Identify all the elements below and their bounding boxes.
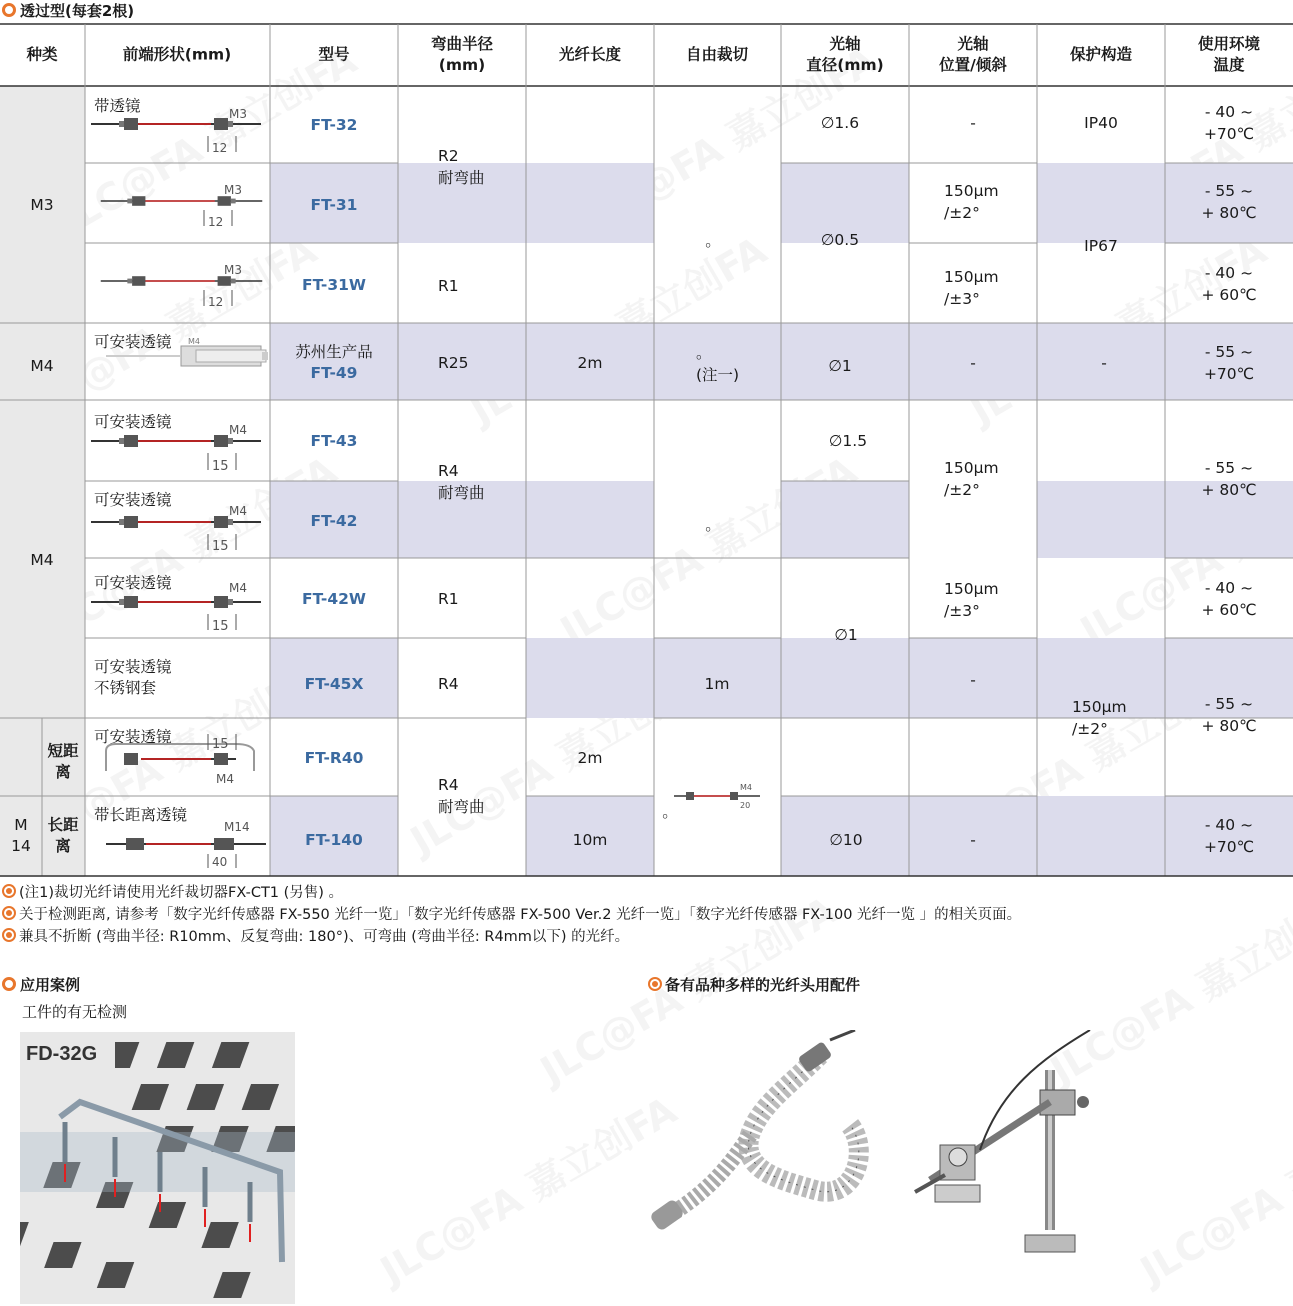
header-axis-diameter: 光轴 直径(mm)	[806, 35, 884, 74]
free-cut: 。	[662, 803, 678, 821]
header-axis-position: 光轴 位置/倾斜	[939, 35, 1007, 74]
shape-label: 带透镜	[94, 97, 141, 115]
type-short-range: 短距 离	[47, 742, 79, 781]
axis-position: 150μm /±2°	[944, 459, 999, 499]
note-item: (注1)裁切光纤请使用光纤裁切器FX-CT1 (另售) 。	[2, 882, 1021, 904]
fiber-diagram-ft43	[91, 423, 261, 474]
bend-radius: R1	[438, 590, 459, 608]
fiber-diagram-ft31w	[101, 263, 263, 309]
dim-label: 15	[212, 619, 229, 634]
bend-radius: R2 耐弯曲	[438, 147, 485, 187]
temperature: - 55 ~ + 80℃	[1201, 182, 1257, 222]
shape-label: 带长距离透镜	[94, 806, 188, 824]
axis-diameter: ∅1	[834, 626, 858, 644]
header-bend-radius: 弯曲半径 (mm)	[430, 35, 494, 74]
thread-label: M3	[224, 263, 242, 277]
watermark	[1129, 1080, 1293, 1294]
header-fiber-length: 光纤长度	[558, 45, 622, 64]
axis-position: 150μm /±3°	[944, 580, 999, 620]
dim-label: 12	[208, 295, 224, 309]
fiber-diagram-ft42w	[91, 581, 261, 634]
model-ft45x[interactable]: FT-45X	[304, 675, 364, 693]
shape-label: 可安装透镜	[94, 574, 172, 592]
thread-label: M4	[229, 504, 247, 518]
dim-label: 15	[212, 459, 229, 474]
thread-label: M4	[188, 337, 200, 346]
notes	[2, 882, 1021, 948]
application-illustration	[20, 1032, 295, 1304]
fiber-diagrams	[86, 86, 270, 876]
bullet-icon	[2, 906, 16, 920]
temperature: - 40 ~ +70℃	[1203, 816, 1255, 856]
axis-diameter: ∅10	[829, 831, 863, 849]
bend-radius: R4 耐弯曲	[438, 776, 485, 816]
circle-icon	[2, 977, 16, 991]
model-ft31[interactable]: FT-31	[310, 196, 358, 214]
application-photo	[20, 1032, 295, 1304]
type-m3: M3	[30, 196, 54, 214]
axis-position: 150μm /±3°	[944, 268, 999, 308]
cut-fiber-diagram	[660, 782, 770, 812]
axis-position: 150μm /±2°	[944, 182, 999, 222]
free-cut: 。 (注一)	[696, 344, 740, 384]
free-cut: 。	[705, 516, 721, 534]
thread-label: M4	[229, 423, 247, 437]
thread-label: M3	[224, 183, 242, 197]
watermark	[369, 1080, 685, 1294]
application-photo-label: FD-32G	[26, 1043, 98, 1065]
bullet-icon	[648, 977, 662, 991]
shape-label: 可安装透镜	[94, 728, 172, 746]
dim-label: 15	[212, 737, 229, 752]
fiber-diagram-ft42	[91, 504, 261, 554]
dim-label: 40	[212, 855, 228, 869]
protection: -	[1101, 354, 1107, 372]
fiber-diagram-ftr40	[106, 734, 254, 786]
bullet-icon	[2, 928, 16, 942]
axis-diameter: ∅1	[828, 357, 852, 375]
type-m4: M4	[30, 357, 54, 375]
dim-label: 12	[208, 215, 224, 229]
temperature: - 40 ~ + 60℃	[1201, 579, 1257, 619]
model-ft32[interactable]: FT-32	[310, 116, 358, 134]
free-cut: 。	[705, 232, 721, 250]
header-shape: 前端形状(mm)	[122, 45, 232, 64]
fiber-length: 1m	[704, 675, 730, 693]
type-m4: M4	[30, 551, 54, 569]
axis-position: -	[970, 671, 976, 689]
header-protection: 保护构造	[1069, 45, 1133, 64]
fiber-length: 2m	[577, 354, 603, 372]
shape-label: 可安装透镜 不锈钢套	[94, 658, 172, 697]
shape-label: 可安装透镜	[94, 491, 172, 509]
shape-label: 可安装透镜	[94, 413, 172, 431]
temperature: - 55 ~ + 80℃	[1201, 459, 1257, 499]
accessory-stand-illustration	[900, 1030, 1100, 1270]
protection: 150μm /±2°	[1072, 698, 1127, 738]
fiber-diagram-ft31	[101, 183, 263, 229]
accessory-flexible-arm-illustration	[640, 1030, 890, 1240]
accessory-title: 备有品种多样的光纤头用配件	[648, 974, 860, 995]
model-ft43[interactable]: FT-43	[310, 432, 358, 450]
header-free-cut: 自由裁切	[685, 45, 749, 64]
fiber-diagram-ft32	[91, 107, 261, 155]
temperature: - 55 ~ + 80℃	[1201, 695, 1257, 735]
model-ft42[interactable]: FT-42	[310, 512, 358, 530]
thread-label: M4	[216, 772, 234, 786]
type-long-range: 长距 离	[47, 816, 79, 855]
protection: IP40	[1084, 114, 1118, 132]
model-ftr40[interactable]: FT-R40	[304, 749, 364, 767]
header-type: 种类	[26, 45, 58, 64]
temperature: - 40 ~ + 60℃	[1201, 264, 1257, 304]
model-ft49[interactable]: 苏州生产品 FT-49	[295, 343, 373, 382]
bend-radius: R4	[438, 675, 459, 693]
application-subtitle: 工件的有无检测	[22, 1003, 128, 1021]
type-m14: M 14	[11, 816, 31, 855]
temperature: - 55 ~ +70℃	[1203, 343, 1255, 383]
axis-position: -	[970, 114, 976, 132]
bend-radius: R4 耐弯曲	[438, 462, 485, 502]
fiber-length: 2m	[577, 749, 603, 767]
dim-label: 15	[212, 539, 229, 554]
fiber-length: 10m	[572, 831, 608, 849]
axis-position: -	[970, 831, 976, 849]
axis-diameter: ∅1.6	[820, 114, 860, 132]
section-title: 透过型(每套2根)	[2, 0, 134, 21]
dim-label: 20	[740, 801, 751, 810]
protection: IP67	[1084, 237, 1118, 255]
model-ft31w[interactable]: FT-31W	[302, 276, 366, 294]
axis-diameter: ∅1.5	[828, 432, 868, 450]
fiber-diagram-ft49	[106, 337, 268, 366]
note-item: 兼具不折断 (弯曲半径: R10mm、反复弯曲: 180°)、可弯曲 (弯曲半径: R4mm以下) 的光纤。	[2, 926, 1021, 948]
note-item: 关于检测距离, 请参考「数字光纤传感器 FX-550 光纤一览」「数字光纤传感器 FX-500 Ver.2 光纤一览」「数字光纤传感器 FX-100 光纤一览 」的相关页面。	[2, 904, 1021, 926]
application-title: 应用案例	[2, 974, 80, 995]
axis-diameter: ∅0.5	[820, 231, 860, 249]
temperature: - 40 ~ +70℃	[1203, 103, 1255, 143]
bend-radius: R25	[438, 354, 469, 372]
dim-label: 12	[212, 141, 228, 155]
header-model: 型号	[318, 45, 350, 64]
thread-label: M14	[224, 820, 250, 834]
axis-position: -	[970, 354, 976, 372]
fiber-diagram-ft140	[106, 820, 266, 869]
header-temperature: 使用环境 温度	[1197, 35, 1261, 74]
model-ft140[interactable]: FT-140	[305, 831, 363, 849]
shape-label: 可安装透镜	[94, 333, 172, 351]
bullet-icon	[2, 884, 16, 898]
thread-label: M3	[229, 107, 247, 121]
thread-label: M4	[229, 581, 247, 595]
bend-radius: R1	[438, 277, 459, 295]
model-ft42w[interactable]: FT-42W	[302, 590, 366, 608]
thread-label: M4	[740, 783, 752, 792]
